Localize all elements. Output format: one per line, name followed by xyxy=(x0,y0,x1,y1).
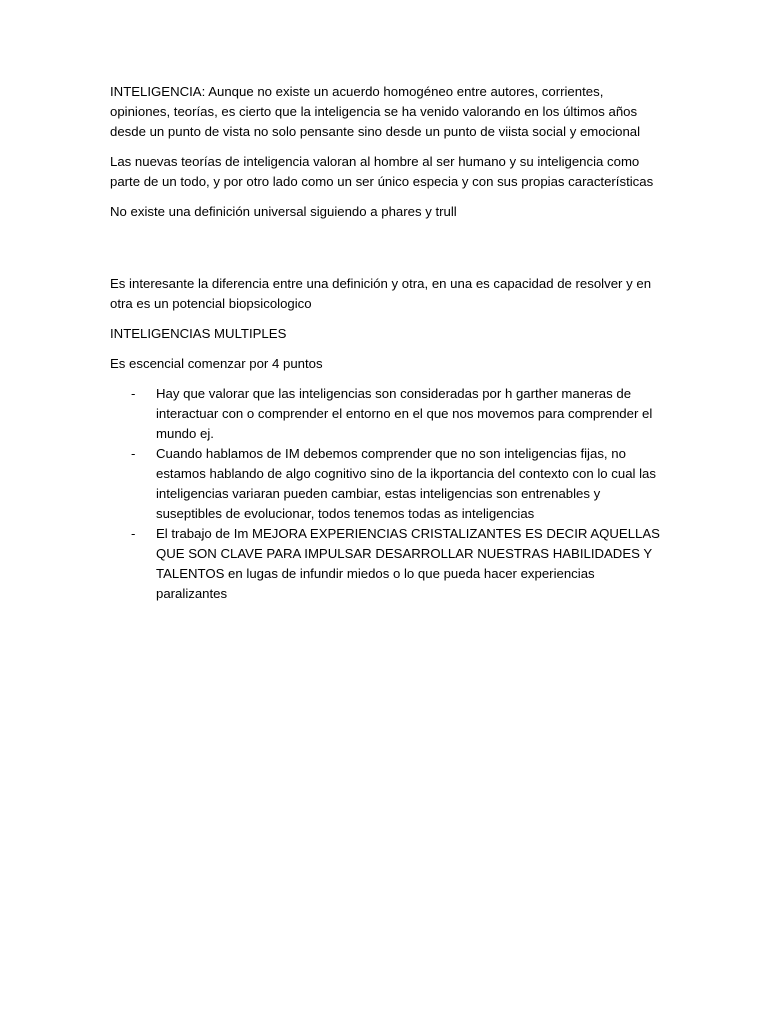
document-body xyxy=(110,82,660,604)
bullet-item xyxy=(110,524,660,604)
bullet-dash: - xyxy=(131,386,136,401)
blank-line xyxy=(110,232,660,274)
section-heading: INTELIGENCIAS MULTIPLES xyxy=(110,326,287,341)
paragraph-four-points: Es escencial comenzar por 4 puntos xyxy=(110,356,323,371)
bullet-text: El trabajo de Im MEJORA EXPERIENCIAS CRISTALIZANTES ES DECIR AQUELLAS QUE SON CLAVE PARA IMPULSAR DESARROLLAR NUESTRAS HABILIDADES Y TALENTOS en lugas de infundir miedos o lo que pueda hacer experiencias paralizantes xyxy=(156,526,660,601)
bullet-item xyxy=(110,444,660,524)
paragraph-definition: INTELIGENCIA: Aunque no existe un acuerdo homogéneo entre autores, corrientes, opiniones, teorías, es cierto que la inteligencia se ha venido valorando en los últimos años desde un punto de vista no solo pensante sino desde un punto de viista social y emocional xyxy=(110,84,641,139)
paragraph-no-universal-definition: No existe una definición universal siguiendo a phares y trull xyxy=(110,204,457,219)
bullet-text: Hay que valorar que las inteligencias son consideradas por h garther maneras de interactuar con o comprender el entorno en el que nos movemos para comprender el mundo ej. xyxy=(156,386,653,441)
bullet-list xyxy=(110,384,660,604)
paragraph-new-theories: Las nuevas teorías de inteligencia valoran al hombre al ser humano y su inteligencia como parte de un todo, y por otro lado como un ser único especia y con sus propias características xyxy=(110,154,654,189)
bullet-dash: - xyxy=(131,446,136,461)
bullet-text: Cuando hablamos de IM debemos comprender que no son inteligencias fijas, no estamos hablando de algo cognitivo sino de la ikportancia del contexto con lo cual las inteligencias variaran pueden cambiar, estas inteligencias son entrenables y suseptibles de evolucionar, todos tenemos todas as inteligencias xyxy=(156,446,656,521)
paragraph-difference: Es interesante la diferencia entre una definición y otra, en una es capacidad de resolver y en otra es un potencial biopsicologico xyxy=(110,276,652,311)
bullet-item xyxy=(110,384,660,444)
bullet-dash: - xyxy=(131,526,136,541)
